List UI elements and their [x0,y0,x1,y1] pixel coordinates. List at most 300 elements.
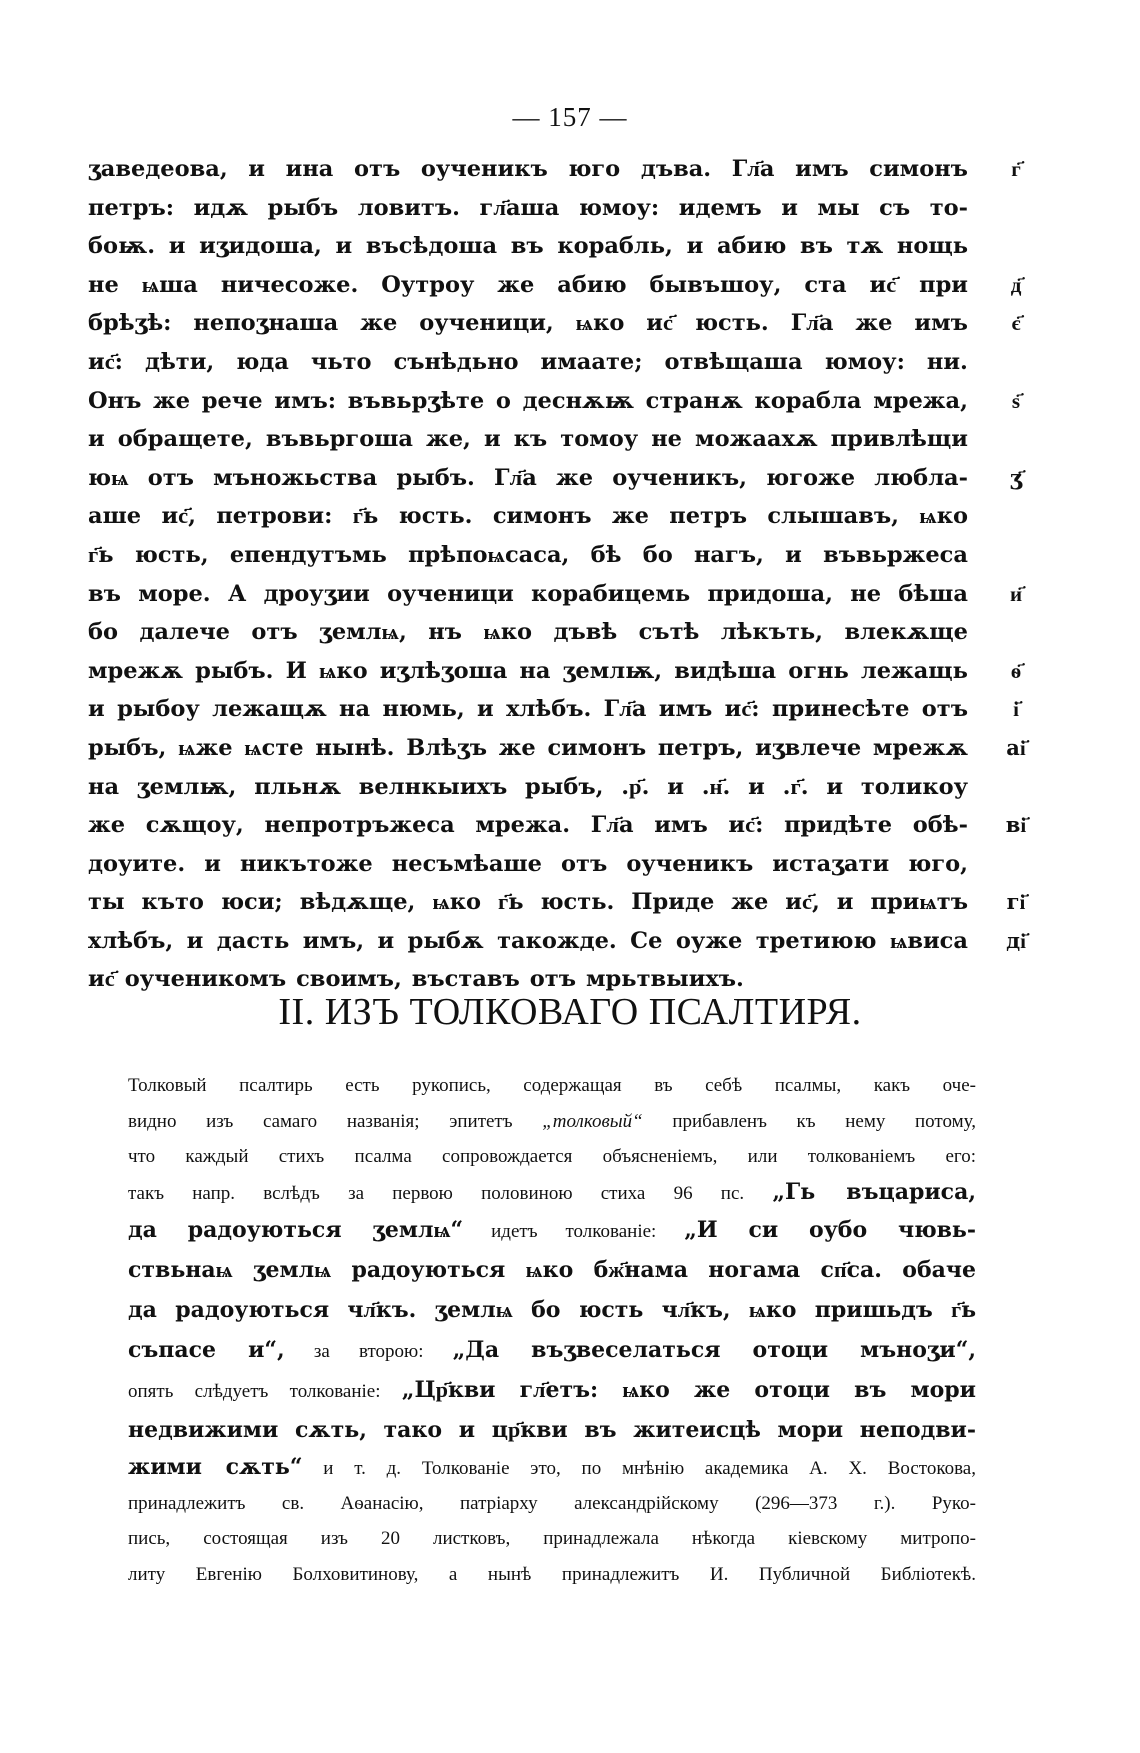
gospel-word: въвьрʒѣте [347,387,485,414]
gospel-word: ис҃: [88,348,123,375]
gospel-word: не [850,580,882,607]
gospel-word: рыбъ, [525,773,604,800]
gospel-word: и [88,426,105,453]
section-heading: II. ИЗЪ ТОЛКОВАГО ПСАЛТИРЯ. [278,991,862,1033]
commentary-text: прибавленъ къ нему потому, [672,1110,976,1132]
gospel-word: юмоу: [824,348,905,375]
gospel-word: можаахѫ [695,426,818,453]
verse-number: ві҃ [1005,812,1027,838]
gospel-word: же [855,310,893,337]
gospel-word: странѫ [645,387,743,414]
gospel-word: хлѣбъ, [88,927,174,954]
gospel-line [88,304,968,343]
gospel-word: въ [799,233,833,260]
verse-number [996,420,1036,459]
gospel-word: томоу [560,426,639,453]
verse-number [996,768,1036,807]
gospel-word: иʒлѣʒоша [379,657,508,684]
gospel-word: нынѣ. [315,734,395,761]
verse-number [996,536,1036,575]
gospel-word: отъ [529,966,577,993]
gospel-word: въвьржеса [823,541,968,568]
gospel-word: ис҃: [724,696,760,723]
gospel-word: .н҃. [701,773,731,800]
gospel-word: .г҃. [782,773,809,800]
gospel-word: иʒидоша, [199,233,322,260]
gospel-word: лѣкъть, [720,619,824,646]
gospel-word: оученикъ [420,156,548,182]
gospel-word: на [339,696,371,723]
gospel-word: имъ [914,310,968,337]
commentary-text: видно изъ самаго названія; эпитетъ [128,1110,513,1132]
gospel-word: придоша, [707,580,833,607]
gospel-word: же [611,503,649,530]
gospel-word: съ [879,194,911,221]
slavonic-quote: ствьнаѩ ʒемлѩ радоуються ѩко бж҃нама ногама сп҃са. обаче [128,1257,976,1283]
gospel-word: юго [568,156,621,182]
gospel-word: г҃ь [352,503,379,530]
commentary-line [128,1557,976,1593]
gospel-word: корабицемь [531,580,691,607]
gospel-word: толикоу [860,773,968,800]
gospel-word: къ [513,426,548,453]
gospel-word: югоже [766,464,856,491]
gospel-word: имъ [795,156,849,182]
gospel-word: абию [557,271,627,298]
gospel-word: и [826,773,844,800]
gospel-word: Оутроу [381,271,475,298]
gospel-word: рыбъ. [195,657,274,684]
gospel-word: сънѣдьно [393,348,519,375]
gospel-word: мрьтвыихъ. [586,966,744,993]
gospel-word: оученикомъ [124,966,287,993]
gospel-word: несъмѣаше [391,850,542,877]
gospel-word: бывъшоу, [649,271,782,298]
gospel-word: придѣте [784,812,893,839]
verse-number: ѕ҃ [1011,387,1021,413]
gospel-word: Влѣʒъ [406,734,487,761]
gospel-word: Гл҃а [603,696,647,723]
gospel-word: сътѣ [638,619,700,646]
gospel-word: отвѣщаша [664,348,803,375]
gospel-word: же [88,812,126,839]
gospel-word: сѫщоу, [145,812,244,839]
gospel-word: петръ, [657,734,744,761]
gospel-word: мрежа, [873,387,968,414]
commentary-line [128,1210,976,1250]
gospel-text [88,150,968,999]
gospel-word: юсть. [694,310,769,337]
verse-number [996,227,1036,266]
commentary-line [128,1410,976,1450]
gospel-word: огнь [788,657,849,684]
gospel-word: же [555,464,594,491]
gospel-word: ис҃ [646,310,673,337]
gospel-word: нюмь, [382,696,465,723]
commentary-text: опять слѣдуетъ толкованіе: [128,1381,381,1402]
verse-number [996,845,1036,884]
gospel-line [88,575,968,614]
commentary-line [128,1486,976,1522]
gospel-line [88,343,968,382]
gospel-word: и [836,889,854,916]
gospel-word: привлѣщи [830,426,968,453]
commentary-paragraph [128,1068,976,1592]
slavonic-quote: жими сѫть“ [128,1454,303,1480]
slavonic-quote: недвижими сѫть, тако и цр҃кви въ житеисцѣ мори неподви- [128,1417,976,1443]
gospel-word: юго, [908,850,968,877]
gospel-word: рыбъ, [88,734,167,761]
gospel-word: имъ: [274,387,337,414]
commentary-text: пись, состоящая изъ 20 листковъ, принадлежала нѣкогда кіевскому митропо- [128,1528,976,1549]
gospel-word: Гл҃а [590,812,634,839]
gospel-word: идѫ [193,194,249,221]
gospel-word: ѩсте [244,734,304,761]
gospel-word: обѣ- [912,812,968,839]
verse-number: д҃ [1010,271,1022,297]
gospel-word: оученици, [419,310,554,337]
gospel-line [88,922,968,961]
gospel-word: ис҃: [728,812,764,839]
gospel-word: бо [642,541,673,568]
gospel-word: никътоже [240,850,373,877]
gospel-word: боѭ. [88,233,156,260]
commentary-line [128,1175,976,1211]
commentary-line [128,1330,976,1370]
gospel-word: юмоу: [578,194,660,221]
slavonic-quote: да радоуються ʒемлѩ“ [128,1217,464,1243]
commentary-text: такъ напр. вслѣдъ за первою половиною стиха 96 пс. [128,1182,745,1204]
gospel-word: Гл҃а [494,464,537,491]
gospel-word: ѩко [919,503,968,530]
gospel-word: отъ [147,464,194,491]
gospel-word: И [285,657,307,684]
verse-number: ді҃ [1006,927,1026,953]
gospel-word: и [686,233,704,260]
verse-number [996,189,1036,228]
gospel-word: въсѣдоша [365,233,498,260]
gospel-word: симонъ [492,503,592,530]
gospel-word: отъ [561,850,608,877]
gospel-word: же [497,271,535,298]
verse-number: і҃ [1013,696,1019,722]
slavonic-quote: „Гь въцариса, [772,1178,976,1205]
commentary-text: принадлежитъ св. Аѳанасію, патріарху александрійскому (296—373 г.). Руко- [128,1492,976,1514]
gospel-word: видѣша [674,657,777,684]
gospel-word: лежащь [860,657,968,684]
commentary-line [128,1370,976,1410]
gospel-word: мъножьства [213,464,378,491]
gospel-word: юсть. [540,889,615,916]
commentary-text: за второю: [313,1341,424,1362]
gospel-word: истаʒати [772,850,890,877]
gospel-word: мы [817,194,860,221]
verse-number: и҃ [1009,580,1023,606]
gospel-word: нагъ, [693,541,764,568]
gospel-word: ловитъ. [357,194,460,221]
gospel-word: не [88,271,119,298]
gospel-word: и [667,773,684,800]
gospel-word: петръ [669,503,747,530]
gospel-word: отъ [921,696,968,723]
gospel-line [88,883,968,922]
gospel-word: ста [804,271,847,298]
gospel-word: и [483,426,501,453]
gospel-word: Онъ [88,387,142,414]
verse-number: ʒ҃ [1010,464,1022,490]
gospel-word: епендутъмь [229,541,387,568]
gospel-word: на [519,657,551,684]
gospel-word: прѣпоѩсаса, [408,541,570,568]
gospel-word: петръ: [88,194,175,221]
gospel-word: корабла [754,387,862,414]
gospel-word: доуите. [88,850,186,877]
gospel-line [88,768,968,807]
gospel-word: пльнѫ [254,773,341,800]
gospel-word: рыбъ [267,194,339,221]
gospel-line [88,845,968,884]
gospel-word: дроуʒии [263,580,370,607]
commentary-line [128,1521,976,1557]
gospel-word: ʒемлѭ, [136,773,237,800]
gospel-word: ис҃ [88,966,115,993]
gospel-word: ѩко [318,657,368,684]
gospel-line [88,227,968,266]
gospel-word: дасть [216,927,290,954]
gospel-word: море. [138,580,211,607]
commentary-text: Толковый псалтирь есть рукопись, содержащая въ себѣ псалмы, какъ оче- [128,1075,976,1096]
gospel-word: имъ [654,812,708,839]
gospel-line [88,497,968,536]
gospel-word: юда [236,348,289,375]
gospel-word: рыбоу [117,696,200,723]
gospel-word: въ [88,580,121,607]
gospel-word: въ [510,233,544,260]
commentary-line [128,1250,976,1290]
gospel-line [88,150,968,189]
gospel-line [88,266,968,305]
gospel-word: ѩша [141,271,198,298]
gospel-word: Гл҃а [790,310,834,337]
gospel-word: и [335,233,353,260]
gospel-line [88,690,968,729]
gospel-word: о [495,387,511,414]
gospel-word: рече [201,387,263,414]
gospel-word: юѩ [88,464,129,491]
gospel-word: ис҃, [785,889,820,916]
verse-numbers-margin [996,150,1036,999]
gospel-word: такожде. [497,927,617,954]
gospel-word: бо [88,619,119,646]
gospel-word: влекѫще [844,619,968,646]
gospel-word: мрежѫ [88,657,184,684]
gospel-word: ʒемлѩ, [319,619,407,646]
gospel-word: непоʒнаша [193,310,339,337]
gospel-word: и [781,194,798,221]
gospel-word: дѣти, [144,348,215,375]
commentary-text: и т. д. Толкованіе это, по мнѣнію академика А. Х. Востокова, [323,1458,976,1479]
gospel-word: аше [88,503,142,530]
gospel-word: въвьргоша [265,426,413,453]
gospel-word: деснѫѭ [522,387,634,414]
gospel-word: ис҃ [869,271,897,298]
gospel-line [88,189,968,228]
gospel-word: отъ [354,156,401,182]
gospel-word: .р҃. [621,773,650,800]
commentary-text: что каждый стихъ псалма сопровождается объясненіемъ, или толкованіемъ его: [128,1146,976,1167]
gospel-word: имъ [658,696,713,723]
gospel-word: ѩвиса [889,927,968,954]
gospel-word: оученикъ, [612,464,747,491]
gospel-word: ина [285,156,334,182]
gospel-word: гл҃аша [479,194,560,221]
gospel-word: оученици [387,580,514,607]
commentary-italic-term: „толковый“ [542,1110,643,1132]
slavonic-quote: съпасе и“, [128,1337,285,1363]
commentary-text: идетъ толкованіе: [491,1221,657,1242]
gospel-word: и [248,156,265,182]
slavonic-quote: „Цр҃кви гл҃етъ: ѩко же отоци въ мори [401,1377,977,1403]
gospel-word: принесѣте [771,696,910,723]
gospel-word: мрежа. [475,812,571,839]
gospel-word: бѣша [898,580,968,607]
gospel-word: симонъ [869,156,968,182]
gospel-line [88,459,968,498]
gospel-word: абию [716,233,787,260]
gospel-word: юси; [220,889,283,916]
gospel-word: бѣ [590,541,622,568]
gospel-word: и [785,541,802,568]
gospel-word: ничесоже. [220,271,359,298]
gospel-word: брѣʒѣ: [88,310,172,337]
commentary-line [128,1450,976,1486]
gospel-word: ѩко [483,619,533,646]
gospel-word: г҃ь [498,889,524,916]
gospel-word: при [919,271,968,298]
gospel-word: вѣдѫще, [299,889,416,916]
gospel-word: своимъ, [296,966,402,993]
gospel-line [88,806,968,845]
verse-number [996,343,1036,382]
gospel-word: хлѣбъ. [506,696,592,723]
gospel-word: ѩже [178,734,233,761]
gospel-word: къто [141,889,204,916]
gospel-word: и [377,927,395,954]
gospel-word: ис҃, [161,503,196,530]
gospel-word: нъ [428,619,462,646]
gospel-word: же [498,734,536,761]
gospel-word: иʒвлече [755,734,862,761]
slavonic-quote: да радоуються чл҃къ. ʒемлѩ бо юсть чл҃къ, ѩко пришьдъ г҃ь [128,1297,976,1323]
gospel-word: мрежѫ [872,734,968,761]
gospel-word: оученикъ [626,850,754,877]
gospel-word: Се [630,927,663,954]
gospel-word: юсть. [398,503,473,530]
commentary-line [128,1290,976,1330]
gospel-word: велнкыихъ [358,773,508,800]
gospel-line [88,420,968,459]
gospel-word: Гл҃а [731,156,775,182]
gospel-word: ты [88,889,125,916]
commentary-text: литу Евгенію Болховитинову, а нынѣ принадлежитъ И. Публичной Библіотекѣ. [128,1563,976,1585]
gospel-word: любла- [874,464,968,491]
gospel-word: же [731,889,769,916]
gospel-word: имаате; [540,348,643,375]
gospel-word: приѩтъ [870,889,968,916]
gospel-word: и [204,850,221,877]
commentary-line [128,1104,976,1140]
gospel-word: дъва. [640,156,712,182]
gospel-word: и [477,696,494,723]
commentary-line [128,1068,976,1104]
gospel-word: далече [139,619,230,646]
verse-number: г҃ [1011,156,1021,181]
gospel-word: юсть, [134,541,209,568]
verse-number [996,497,1036,536]
gospel-word: ни. [926,348,968,375]
gospel-word: обращете, [117,426,253,453]
gospel-word: не [651,426,682,453]
gospel-word: имъ, [302,927,365,954]
gospel-word: петрови: [216,503,333,530]
gospel-word: А [227,580,247,607]
gospel-word: рыбъ. [396,464,475,491]
page-number: — 157 — [512,102,628,132]
verse-number: гі҃ [1006,889,1026,915]
verse-number [996,613,1036,652]
gospel-word: и [88,696,105,723]
gospel-word: г҃ь [88,541,114,568]
slavonic-quote: „Да въʒвеселаться отоци мъноʒи“, [452,1337,977,1363]
verse-number: ѳ҃ [1010,657,1022,683]
gospel-word: и [186,927,204,954]
gospel-line [88,613,968,652]
gospel-word: и [748,773,765,800]
gospel-word: на [88,773,120,800]
gospel-word: и [168,233,186,260]
gospel-line [88,536,968,575]
gospel-word: ѩко [432,889,482,916]
gospel-word: тѫ [846,233,884,260]
gospel-word: же [360,310,398,337]
gospel-word: оуже [675,927,743,954]
gospel-line [88,652,968,691]
gospel-word: дъвѣ [553,619,618,646]
commentary-line [128,1139,976,1175]
gospel-word: то- [929,194,968,221]
gospel-word: симонъ [547,734,647,761]
gospel-word: же [153,387,191,414]
gospel-word: же, [426,426,471,453]
gospel-word: лежащѫ [212,696,327,723]
gospel-word: въставъ [411,966,520,993]
gospel-word: слышавъ, [767,503,899,530]
gospel-word: ʒаведеова, [88,156,228,182]
gospel-line [88,382,968,421]
gospel-word: третиюю [755,927,877,954]
gospel-word: корабль, [557,233,673,260]
gospel-word: ѩко [575,310,625,337]
gospel-word: нощь [896,233,968,260]
verse-number: є҃ [1011,310,1021,336]
gospel-word: ʒемлѭ, [562,657,663,684]
gospel-line [88,729,968,768]
gospel-word: непротръжеса [264,812,455,839]
gospel-word: Приде [631,889,715,916]
verse-number: аі҃ [1006,734,1026,760]
gospel-word: идемъ [678,194,762,221]
gospel-word: отъ [251,619,298,646]
